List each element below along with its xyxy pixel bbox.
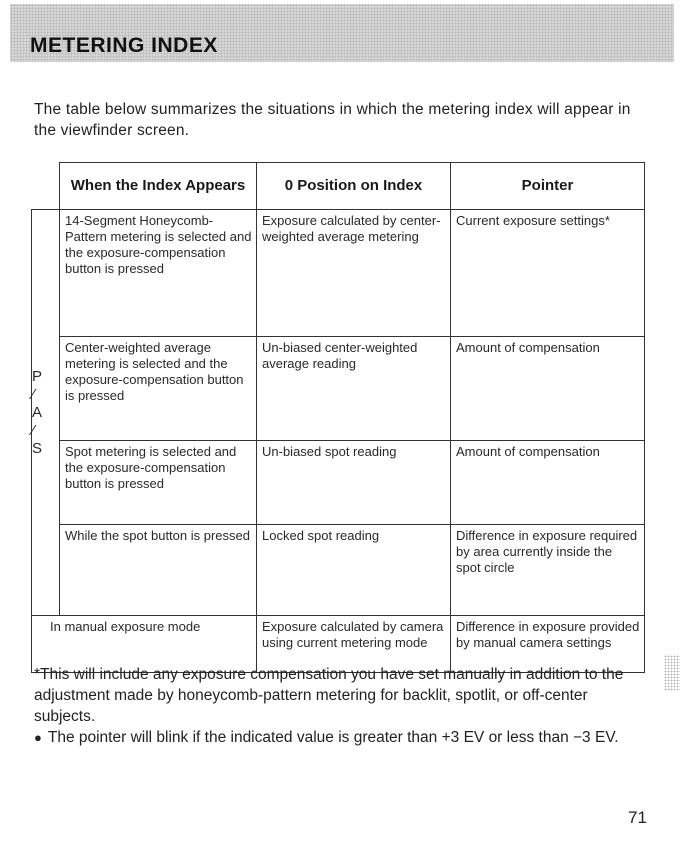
intro-paragraph: The table below summarizes the situations in which the metering index will appear in the viewfinder screen. xyxy=(34,101,631,139)
bullet-note xyxy=(34,727,650,748)
bullet-icon: ● xyxy=(34,730,42,745)
header-zero-position: 0 Position on Index xyxy=(257,163,451,210)
table-row xyxy=(32,441,645,525)
cell-pointer: Current exposure settings* xyxy=(451,210,645,337)
metering-index-table xyxy=(31,162,645,673)
pas-mode-label xyxy=(32,210,60,616)
mode-separator: ⁄ xyxy=(32,421,35,439)
header-pointer: Pointer xyxy=(451,163,645,210)
mode-letter-a: A xyxy=(32,403,43,421)
table-row xyxy=(32,337,645,441)
cell-zero-position: Un-biased center-weighted average reading xyxy=(257,337,451,441)
cell-zero-position: Locked spot reading xyxy=(257,525,451,616)
bullet-note-text: The pointer will blink if the indicated value is greater than +3 EV or less than −3 EV. xyxy=(47,729,619,746)
cell-when: While the spot button is pressed xyxy=(60,525,257,616)
mode-separator: ⁄ xyxy=(32,385,35,403)
title-banner xyxy=(10,4,674,62)
mode-letter-p: P xyxy=(32,367,43,385)
footnote: *This will include any exposure compensation you have set manually in addition to the adjustment made by honeycomb-pattern metering for backlit, spotlit, or off-center subjects. xyxy=(34,666,624,725)
cell-when: Spot metering is selected and the exposure-compensation button is pressed xyxy=(60,441,257,525)
page-number: 71 xyxy=(628,808,647,827)
cell-pointer: Amount of compensation xyxy=(451,337,645,441)
cell-zero-position: Exposure calculated by center-weighted average metering xyxy=(257,210,451,337)
table-header-row xyxy=(32,163,645,210)
header-when-appears: When the Index Appears xyxy=(60,163,257,210)
cell-when: Center-weighted average metering is selected and the exposure-compensation button is pressed xyxy=(60,337,257,441)
cell-zero-position: Un-biased spot reading xyxy=(257,441,451,525)
cell-pointer: Difference in exposure provided by manual camera settings xyxy=(451,616,645,673)
page-edge-texture xyxy=(664,655,680,691)
cell-when-manual: In manual exposure mode xyxy=(32,616,257,673)
mode-letter-s: S xyxy=(32,439,43,457)
cell-pointer: Amount of compensation xyxy=(451,441,645,525)
table-row xyxy=(32,210,645,337)
mode-header-blank xyxy=(32,163,60,210)
cell-pointer: Difference in exposure required by area currently inside the spot circle xyxy=(451,525,645,616)
page-title: METERING INDEX xyxy=(30,34,218,57)
table-row xyxy=(32,525,645,616)
cell-when: 14-Segment Honeycomb-Pattern metering is selected and the exposure-compensation button is pressed xyxy=(60,210,257,337)
cell-zero-position: Exposure calculated by camera using current metering mode xyxy=(257,616,451,673)
